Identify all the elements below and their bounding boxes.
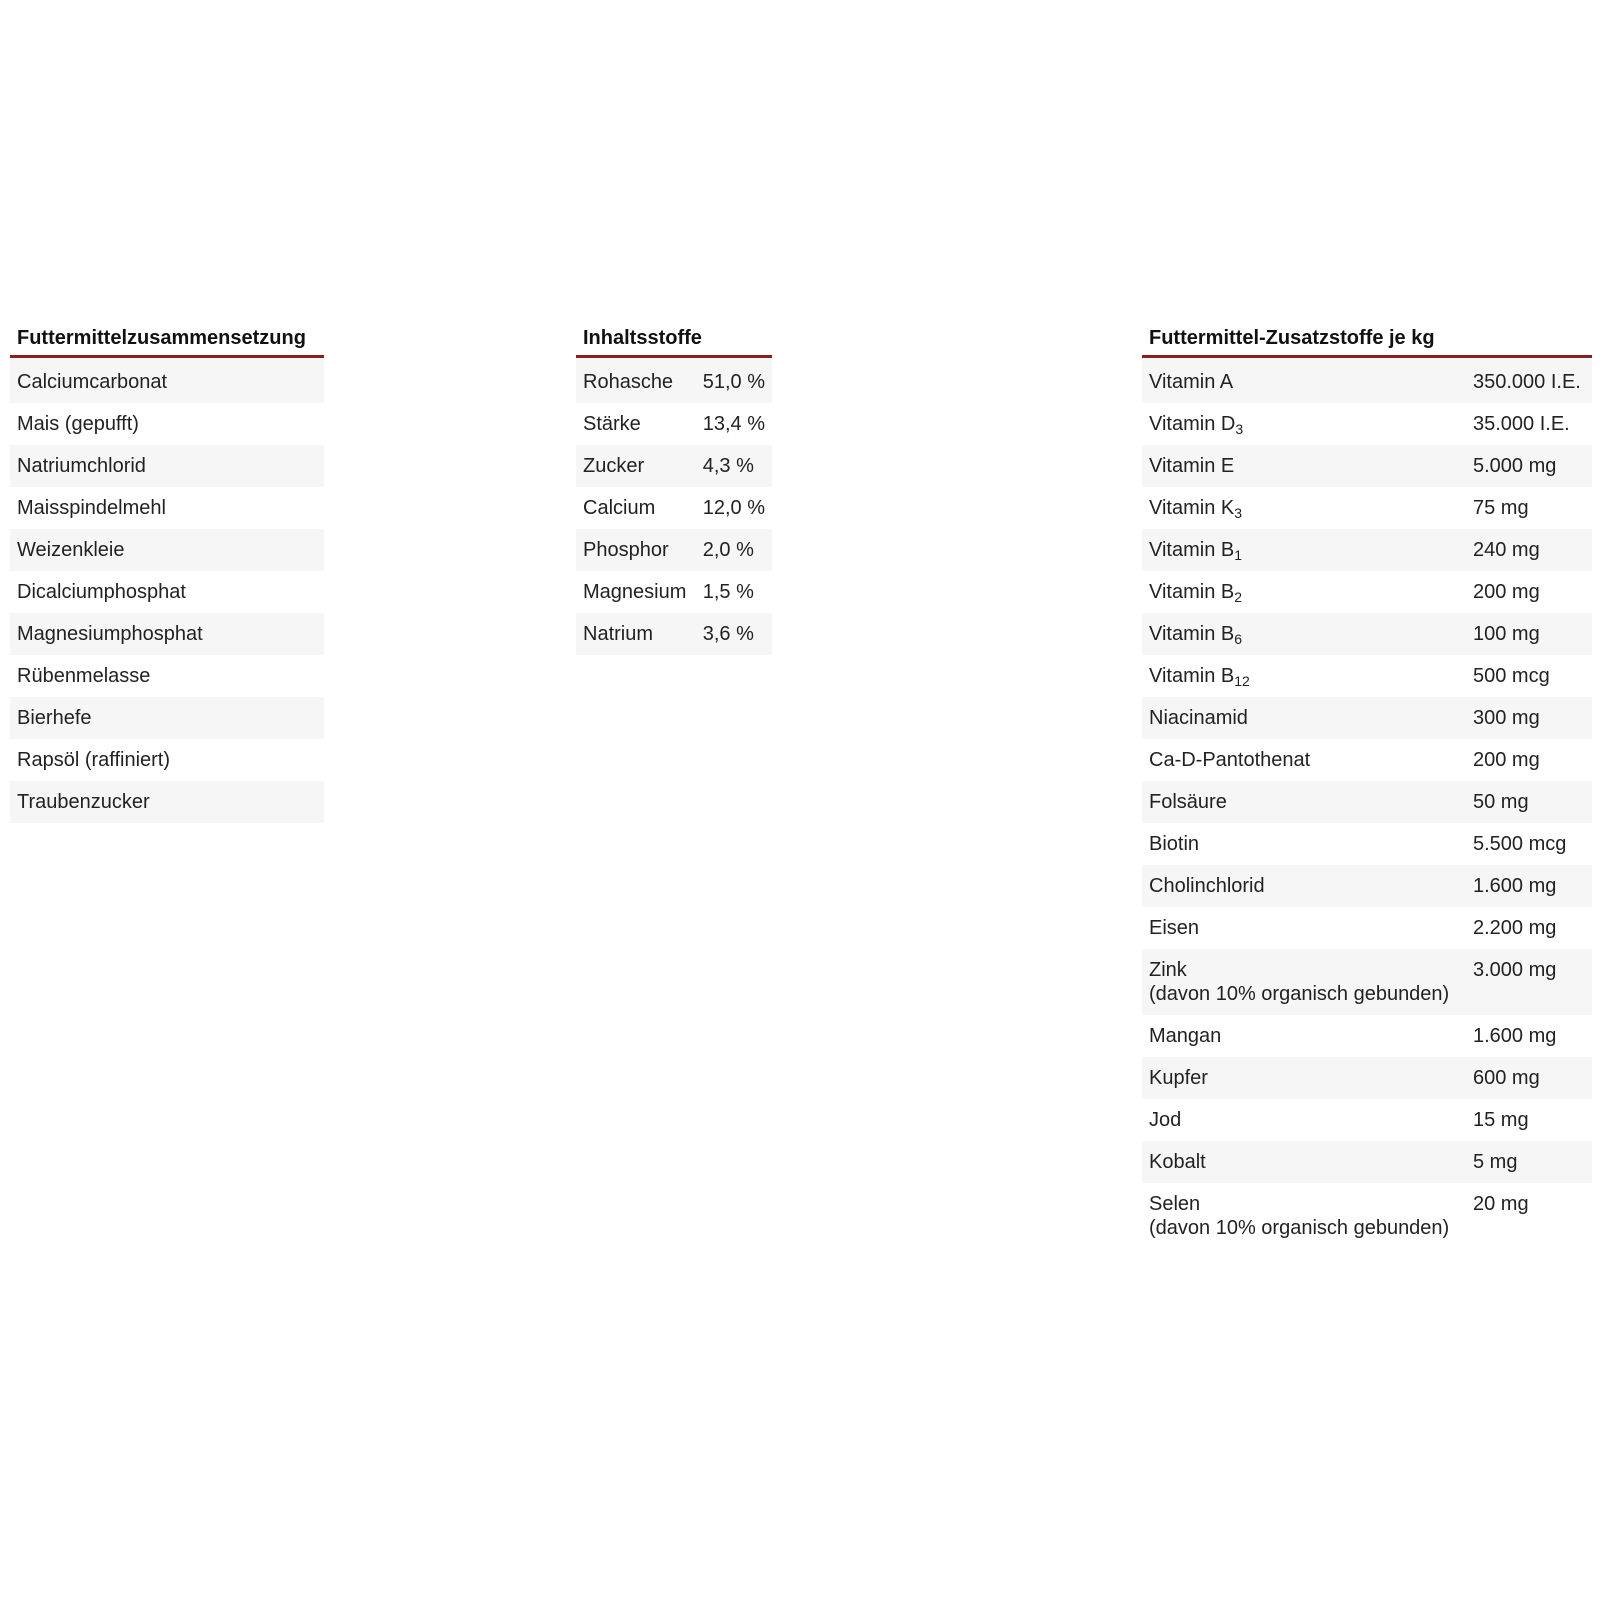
table-row xyxy=(1142,357,1592,404)
table-row xyxy=(1142,571,1592,613)
table-row xyxy=(1142,823,1592,865)
table-row xyxy=(576,613,772,655)
additive-value: 240 mg xyxy=(1466,529,1592,571)
additive-name-cell xyxy=(1142,613,1466,655)
additive-name-cell xyxy=(1142,1099,1466,1141)
table-row xyxy=(1142,697,1592,739)
ingredient-value: 51,0 % xyxy=(696,357,772,404)
additive-value: 5.500 mcg xyxy=(1473,833,1567,855)
additive-name: Niacinamid xyxy=(1149,707,1248,729)
additive-name: Kupfer xyxy=(1149,1067,1208,1089)
table-row xyxy=(10,529,324,571)
additive-value: 20 mg xyxy=(1473,1193,1529,1215)
additive-subscript: 2 xyxy=(1234,589,1243,605)
composition-item: Mais (gepufft) xyxy=(17,413,139,435)
ingredient-name: Phosphor xyxy=(576,529,696,571)
additive-value: 200 mg xyxy=(1473,749,1540,771)
additive-subscript: 12 xyxy=(1234,673,1250,689)
composition-item: Dicalciumphosphat xyxy=(17,581,186,603)
additive-name: Biotin xyxy=(1149,833,1200,855)
composition-item: Weizenkleie xyxy=(10,529,324,571)
additive-value: 3.000 mg xyxy=(1466,949,1592,1015)
composition-item: Traubenzucker xyxy=(10,781,324,823)
table-row xyxy=(10,357,324,404)
additive-value: 2.200 mg xyxy=(1473,917,1557,939)
table-row xyxy=(576,529,772,571)
composition-title: Futtermittelzusammensetzung xyxy=(10,321,324,357)
table-row xyxy=(1142,1015,1592,1057)
composition-item: Magnesiumphosphat xyxy=(10,613,324,655)
table-row xyxy=(1142,403,1592,445)
additives-table xyxy=(1142,321,1592,1249)
additive-name: Vitamin B xyxy=(1149,539,1235,561)
additive-name: Cholinchlorid xyxy=(1149,875,1265,897)
table-row xyxy=(576,571,772,613)
additive-name: Vitamin E xyxy=(1149,455,1235,477)
composition-body xyxy=(10,357,324,824)
additive-name: Zink xyxy=(1149,959,1187,981)
additive-note: (davon 10% organisch gebunden) xyxy=(1149,1217,1450,1239)
additive-name: Selen xyxy=(1149,1193,1201,1215)
additive-name: Vitamin B xyxy=(1149,665,1235,687)
additive-value: 75 mg xyxy=(1473,497,1529,519)
additive-name: Vitamin D xyxy=(1149,413,1236,435)
table-row xyxy=(1142,865,1592,907)
ingredient-value: 2,0 % xyxy=(696,529,772,571)
table-row xyxy=(1142,907,1592,949)
additive-value: 500 mcg xyxy=(1473,665,1550,687)
table-row xyxy=(576,487,772,529)
table-row xyxy=(10,571,324,613)
ingredient-value: 12,0 % xyxy=(702,497,765,519)
additives-title: Futtermittel-Zusatzstoffe je kg xyxy=(1142,321,1592,357)
ingredient-name: Zucker xyxy=(576,445,696,487)
composition-item: Maisspindelmehl xyxy=(17,497,166,519)
additive-name-cell xyxy=(1142,1057,1466,1099)
additive-name-cell xyxy=(1142,907,1466,949)
additive-name-cell xyxy=(1142,823,1466,865)
additive-name: Vitamin B xyxy=(1149,581,1235,603)
additive-subscript: 6 xyxy=(1234,631,1243,647)
ingredient-name: Stärke xyxy=(583,413,641,435)
additive-name: Mangan xyxy=(1149,1025,1222,1047)
ingredient-value: 13,4 % xyxy=(702,413,765,435)
additive-name-cell xyxy=(1142,781,1466,823)
table-row xyxy=(1142,529,1592,571)
composition-item: Rapsöl (raffiniert) xyxy=(17,749,171,771)
additive-value: 350.000 I.E. xyxy=(1466,357,1592,404)
additive-value: 200 mg xyxy=(1473,581,1540,603)
table-row xyxy=(10,697,324,739)
additive-name: Folsäure xyxy=(1149,791,1227,813)
additive-name-cell xyxy=(1142,487,1466,529)
ingredients-title: Inhaltsstoffe xyxy=(576,321,772,357)
additive-name-cell xyxy=(1142,357,1466,404)
ingredient-value: 1,5 % xyxy=(702,581,754,603)
ingredient-name: Rohasche xyxy=(576,357,696,404)
additive-value: 300 mg xyxy=(1466,697,1592,739)
table-row xyxy=(1142,445,1592,487)
table-row xyxy=(10,487,324,529)
additive-name: Ca-D-Pantothenat xyxy=(1149,749,1311,771)
additive-name-cell xyxy=(1142,445,1466,487)
composition-item: Calciumcarbonat xyxy=(10,357,324,404)
additive-value: 50 mg xyxy=(1466,781,1592,823)
table-row xyxy=(10,781,324,823)
table-row xyxy=(1142,1057,1592,1099)
additive-name: Vitamin A xyxy=(1149,371,1234,393)
additive-name-cell xyxy=(1142,403,1466,445)
additive-value: 1.600 mg xyxy=(1466,865,1592,907)
ingredient-value: 4,3 % xyxy=(696,445,772,487)
additives-body xyxy=(1142,357,1592,1250)
additive-name-cell xyxy=(1142,1015,1466,1057)
table-row xyxy=(10,613,324,655)
table-row xyxy=(1142,613,1592,655)
additive-name-cell xyxy=(1142,739,1466,781)
ingredient-name: Calcium xyxy=(583,497,656,519)
additive-name: Kobalt xyxy=(1149,1151,1206,1173)
table-row xyxy=(10,445,324,487)
table-row xyxy=(1142,487,1592,529)
table-row xyxy=(1142,781,1592,823)
additive-note: (davon 10% organisch gebunden) xyxy=(1149,983,1450,1005)
composition-header-row xyxy=(10,321,324,357)
additive-name-cell xyxy=(1142,571,1466,613)
additive-subscript: 3 xyxy=(1234,505,1243,521)
table-row xyxy=(1142,655,1592,697)
table-row xyxy=(576,357,772,404)
additive-name-cell xyxy=(1142,697,1466,739)
ingredient-value: 3,6 % xyxy=(696,613,772,655)
additive-name: Vitamin K xyxy=(1149,497,1235,519)
additive-name-cell xyxy=(1142,865,1466,907)
composition-table xyxy=(10,321,324,823)
ingredients-table xyxy=(576,321,772,655)
table-row xyxy=(10,403,324,445)
ingredients-body xyxy=(576,357,772,656)
additive-value: 15 mg xyxy=(1473,1109,1529,1131)
table-row xyxy=(1142,1099,1592,1141)
table-row xyxy=(576,403,772,445)
additive-value: 1.600 mg xyxy=(1473,1025,1557,1047)
additive-name-cell xyxy=(1142,655,1466,697)
table-row xyxy=(1142,949,1592,1015)
additive-name-cell xyxy=(1142,1141,1466,1183)
ingredient-name: Magnesium xyxy=(583,581,687,603)
composition-item: Bierhefe xyxy=(10,697,324,739)
additive-value: 35.000 I.E. xyxy=(1473,413,1570,435)
additive-name: Vitamin B xyxy=(1149,623,1235,645)
table-row xyxy=(1142,739,1592,781)
additive-name: Eisen xyxy=(1149,917,1200,939)
additives-header-row xyxy=(1142,321,1592,357)
additive-name-cell xyxy=(1142,1183,1466,1249)
additive-value: 5 mg xyxy=(1466,1141,1592,1183)
additive-value: 600 mg xyxy=(1466,1057,1592,1099)
ingredient-name: Natrium xyxy=(576,613,696,655)
table-row xyxy=(1142,1141,1592,1183)
table-row xyxy=(1142,1183,1592,1249)
additive-subscript: 1 xyxy=(1234,547,1243,563)
additive-name-cell xyxy=(1142,949,1466,1015)
table-row xyxy=(576,445,772,487)
table-row xyxy=(10,655,324,697)
additive-name-cell xyxy=(1142,529,1466,571)
additive-value: 5.000 mg xyxy=(1466,445,1592,487)
composition-item: Natriumchlorid xyxy=(10,445,324,487)
table-row xyxy=(10,739,324,781)
composition-item: Rübenmelasse xyxy=(17,665,151,687)
additive-value: 100 mg xyxy=(1466,613,1592,655)
additive-subscript: 3 xyxy=(1235,421,1244,437)
additive-name: Jod xyxy=(1149,1109,1182,1131)
ingredients-header-row xyxy=(576,321,772,357)
